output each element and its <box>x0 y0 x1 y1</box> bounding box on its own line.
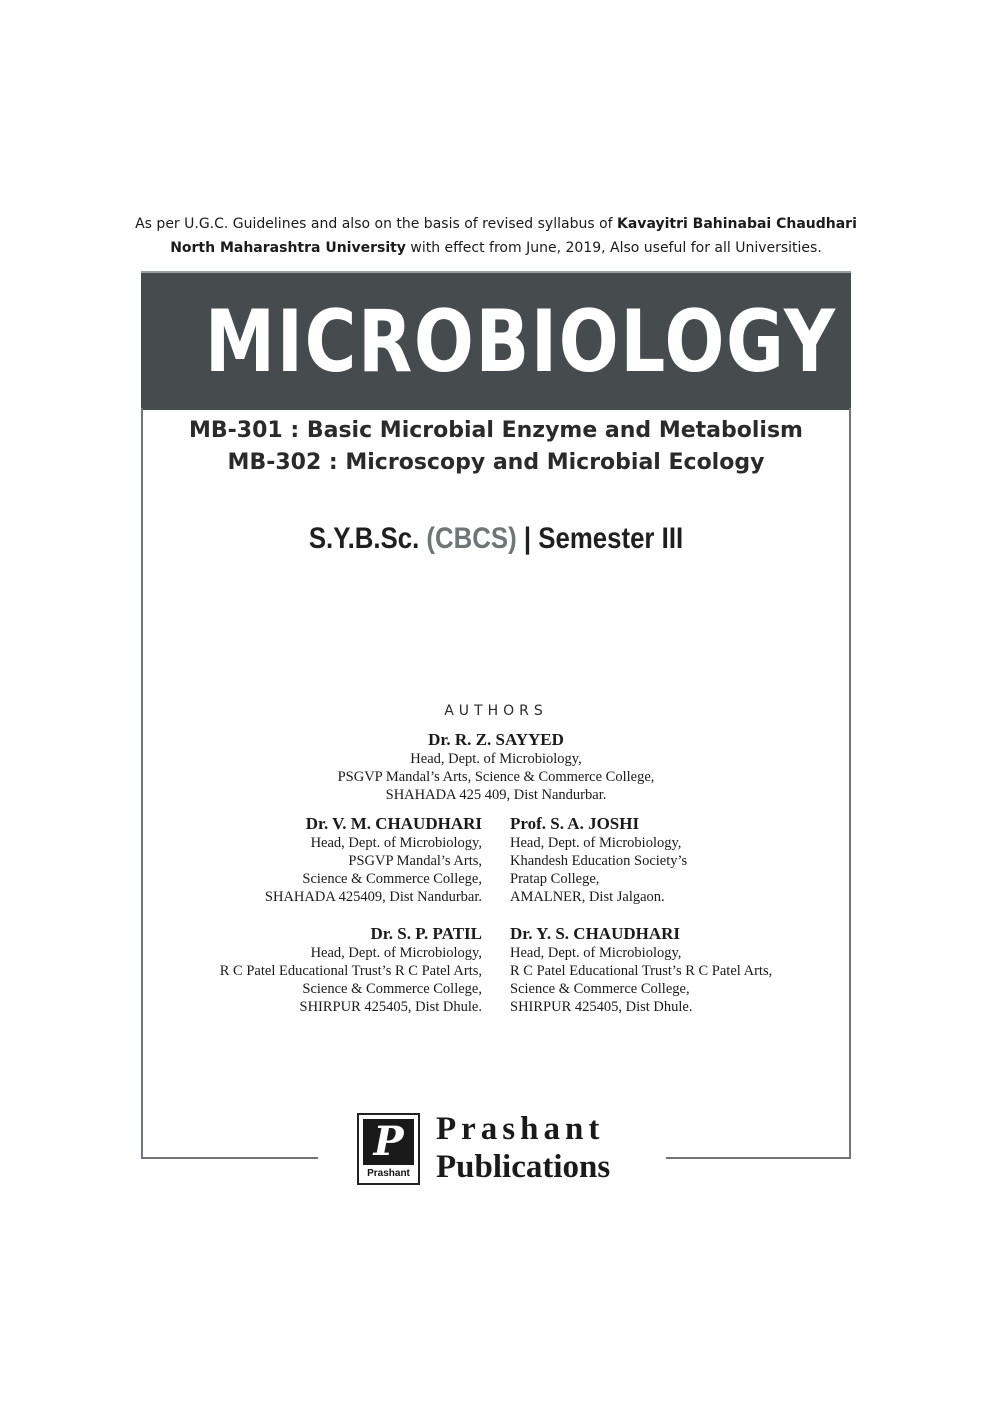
publisher-name-line-2: Publications <box>436 1149 611 1185</box>
author-line: Head, Dept. of Microbiology, <box>510 945 682 961</box>
course-line <box>192 522 799 556</box>
publisher-logo <box>357 1113 420 1185</box>
author-line: PSGVP Mandal’s Arts, Science & Commerce College, <box>337 769 655 785</box>
author-line: Head, Dept. of Microbiology, <box>310 945 482 961</box>
author-name: Dr. R. Z. SAYYED <box>428 730 564 749</box>
author-name: Dr. Y. S. CHAUDHARI <box>510 924 681 943</box>
author-line: Head, Dept. of Microbiology, <box>510 835 682 851</box>
title-banner <box>141 271 851 410</box>
author-line: SHAHADA 425409, Dist Nandurbar. <box>264 889 482 905</box>
author-line: PSGVP Mandal’s Arts, <box>348 853 482 869</box>
author-line: Pratap College, <box>510 871 600 887</box>
author-line: Science & Commerce College, <box>302 871 482 887</box>
author-line: Khandesh Education Society’s <box>510 853 688 869</box>
author-name: Prof. S. A. JOSHI <box>510 814 640 833</box>
author-line: Head, Dept. of Microbiology, <box>410 751 582 767</box>
semester-label: Semester III <box>538 522 684 555</box>
author-line: R C Patel Educational Trust’s R C Patel Arts, <box>219 963 482 979</box>
author-joshi <box>510 813 687 906</box>
author-line: R C Patel Educational Trust’s R C Patel Arts, <box>510 963 773 979</box>
author-v-m-chaudhari <box>265 813 482 906</box>
syllabus-note-line-2: North Maharashtra University with effect from June, 2019, Also useful for all Universities. <box>170 240 822 256</box>
course-name: S.Y.B.Sc. <box>308 522 427 555</box>
author-line: Science & Commerce College, <box>302 981 482 997</box>
syllabus-note-line-1: As per U.G.C. Guidelines and also on the basis of revised syllabus of Kavayitri Bahinabai Chaudhari <box>135 216 857 232</box>
course-separator: | <box>516 522 539 555</box>
author-line: Science & Commerce College, <box>510 981 690 997</box>
frame-right-border <box>849 408 851 1159</box>
author-sayyed <box>143 729 849 804</box>
author-name: Dr. S. P. PATIL <box>370 924 482 943</box>
publisher-logo-mark: P <box>363 1119 414 1165</box>
author-y-s-chaudhari <box>510 923 772 1016</box>
publisher-name-line-1: Prashant <box>436 1111 605 1147</box>
frame-bottom-left-border <box>141 1157 318 1159</box>
paper-mb-302: MB-302 : Microscopy and Microbial Ecology <box>227 450 765 475</box>
author-patil <box>220 923 482 1016</box>
author-line: AMALNER, Dist Jalgaon. <box>510 889 665 905</box>
book-title: MICROBIOLOGY <box>204 292 837 392</box>
author-line: SHIRPUR 425405, Dist Dhule. <box>299 999 482 1015</box>
publisher-logo-word: Prashant <box>367 1168 410 1179</box>
frame-bottom-right-border <box>666 1157 851 1159</box>
scheme-label: (CBCS) <box>426 522 517 555</box>
author-line: Head, Dept. of Microbiology, <box>310 835 482 851</box>
author-line: SHIRPUR 425405, Dist Dhule. <box>510 999 693 1015</box>
authors-heading: AUTHORS <box>444 703 548 719</box>
syllabus-note <box>60 212 932 260</box>
paper-mb-301: MB-301 : Basic Microbial Enzyme and Metabolism <box>189 418 803 443</box>
author-name: Dr. V. M. CHAUDHARI <box>305 814 482 833</box>
author-line: SHAHADA 425 409, Dist Nandurbar. <box>385 787 607 803</box>
